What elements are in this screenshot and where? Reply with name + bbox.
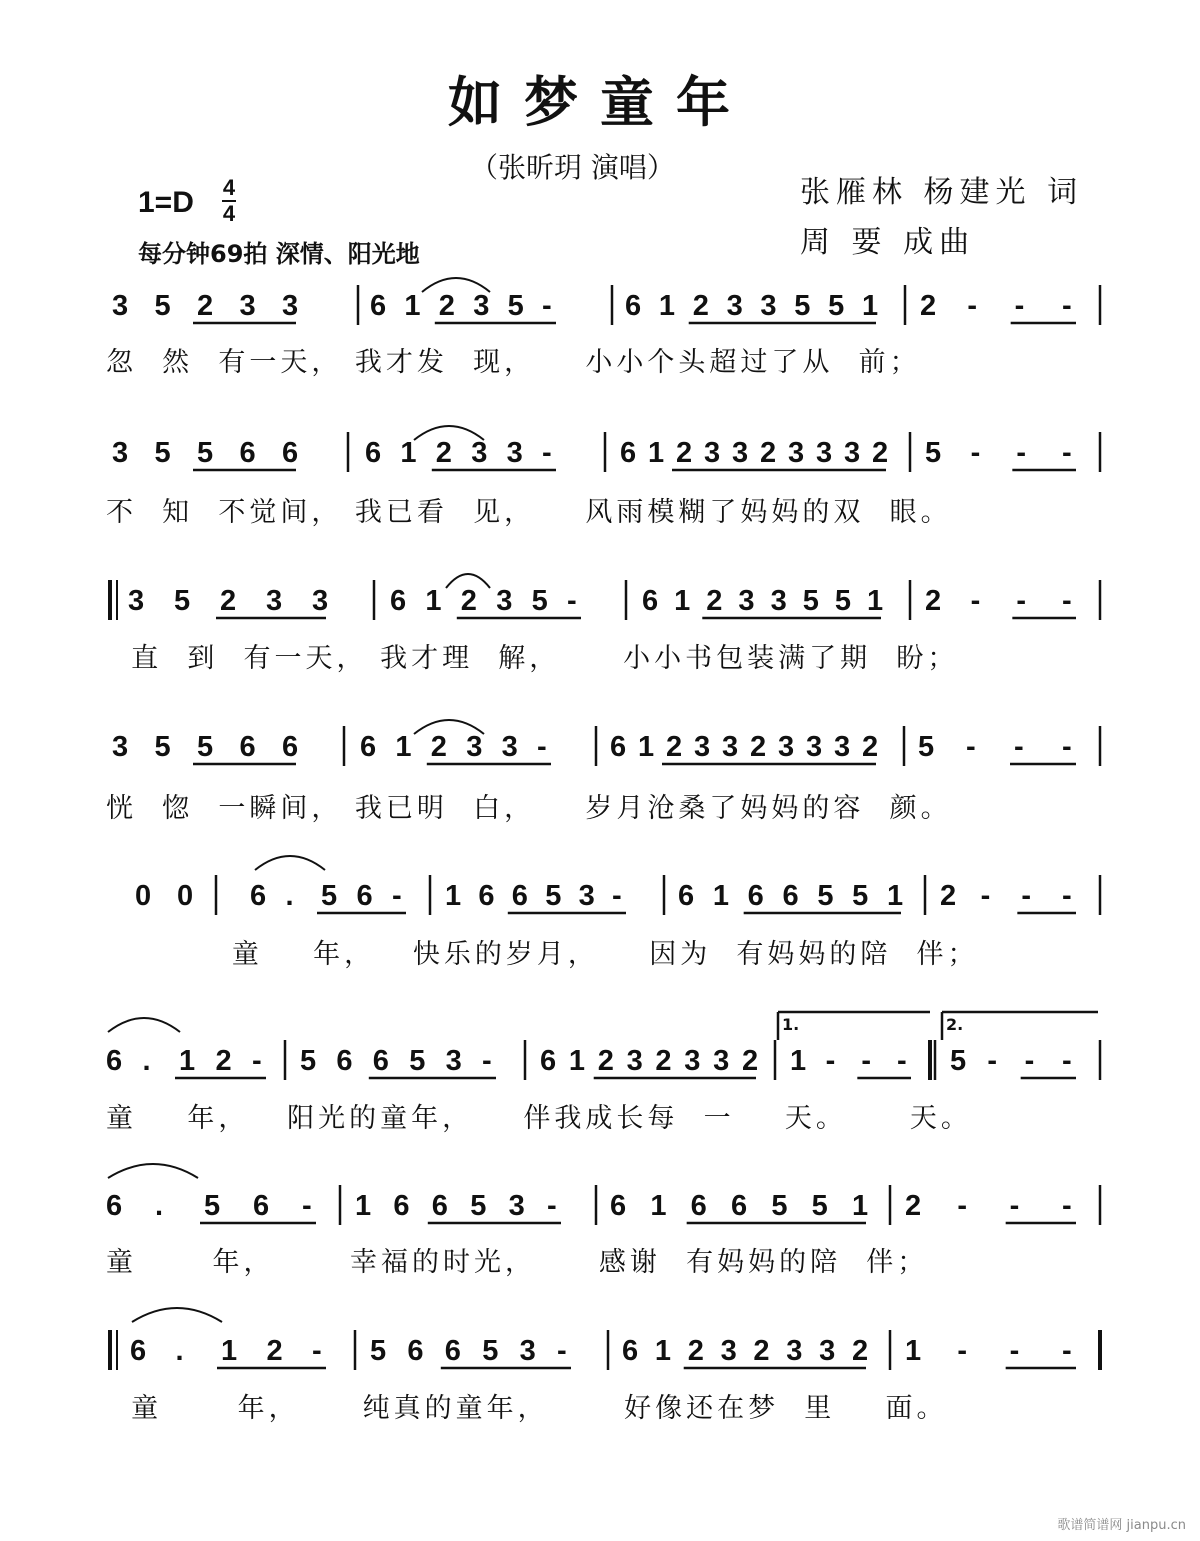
note: - <box>825 1045 836 1077</box>
note: 2 <box>666 731 683 763</box>
note: 3 <box>112 731 129 763</box>
note: 2 <box>687 1335 704 1367</box>
note: - <box>537 731 547 763</box>
note: 2 <box>750 731 767 763</box>
note: 6 <box>356 880 373 912</box>
note: - <box>1024 1045 1035 1077</box>
note: 5 <box>409 1045 426 1077</box>
note: - <box>967 290 978 322</box>
note: 6 <box>372 1045 389 1077</box>
note: 6 <box>782 880 799 912</box>
note: - <box>547 1190 557 1222</box>
note: 6 <box>393 1190 410 1222</box>
note: 3 <box>844 437 861 469</box>
note: 1 <box>862 290 879 322</box>
note: 5 <box>300 1045 317 1077</box>
note: - <box>970 437 981 469</box>
note: 6 <box>620 437 637 469</box>
note: 1 <box>395 731 412 763</box>
note: 3 <box>112 290 129 322</box>
note: . <box>142 1045 151 1077</box>
note: 6 <box>678 880 695 912</box>
note: 6 <box>747 880 764 912</box>
lyric-line-4: 恍 惚 一瞬间， 我已明 白， 岁月沧桑了妈妈的容 颜。 <box>106 793 952 824</box>
note: 5 <box>370 1335 387 1367</box>
note: 3 <box>445 1045 462 1077</box>
note: 3 <box>786 1335 803 1367</box>
note: 3 <box>473 290 490 322</box>
note: 1 <box>400 437 417 469</box>
watermark: 歌谱简谱网 jianpu.cn <box>1057 1518 1186 1533</box>
note: - <box>252 1045 262 1077</box>
note: - <box>957 1190 968 1222</box>
note: 2 <box>438 290 455 322</box>
note: - <box>612 880 622 912</box>
note: 0 <box>177 880 194 912</box>
note: 6 <box>690 1190 707 1222</box>
note: - <box>1062 880 1072 912</box>
note: 5 <box>470 1190 487 1222</box>
note: 5 <box>811 1190 828 1222</box>
note: 2 <box>760 437 777 469</box>
note: 6 <box>130 1335 147 1367</box>
note: 2 <box>905 1190 922 1222</box>
note: 3 <box>720 1335 737 1367</box>
note: - <box>1062 731 1072 763</box>
note: - <box>1014 731 1024 763</box>
note: 5 <box>771 1190 788 1222</box>
note: . <box>155 1190 164 1222</box>
note: 5 <box>204 1190 221 1222</box>
note: 3 <box>816 437 833 469</box>
note: 1 <box>867 585 884 617</box>
note: 2 <box>706 585 723 617</box>
note: 3 <box>128 585 145 617</box>
note: 1 <box>568 1045 585 1077</box>
note: 3 <box>508 1190 525 1222</box>
note: 2 <box>676 437 693 469</box>
note: 6 <box>370 290 387 322</box>
note: - <box>557 1335 567 1367</box>
note: 3 <box>471 437 488 469</box>
note: 6 <box>282 731 299 763</box>
note: 3 <box>704 437 721 469</box>
note: 6 <box>360 731 377 763</box>
note: 1 <box>638 731 655 763</box>
note: - <box>1062 290 1072 322</box>
note: 6 <box>407 1335 424 1367</box>
note: 2 <box>430 731 447 763</box>
note: 2 <box>862 731 879 763</box>
note: 5 <box>925 437 942 469</box>
note: 6 <box>610 731 627 763</box>
note: 6 <box>444 1335 461 1367</box>
note: 5 <box>794 290 811 322</box>
note: - <box>392 880 402 912</box>
note: 3 <box>778 731 795 763</box>
note: 3 <box>732 437 749 469</box>
note: 1 <box>887 880 904 912</box>
note: 2 <box>435 437 452 469</box>
tempo-marking: 每分钟69拍 深情、阳光地 <box>138 240 420 268</box>
note: 3 <box>112 437 129 469</box>
note: 5 <box>321 880 338 912</box>
note: - <box>1009 1335 1020 1367</box>
note: 5 <box>852 880 869 912</box>
note: . <box>175 1335 184 1367</box>
note: 3 <box>713 1045 730 1077</box>
note: 5 <box>918 731 935 763</box>
note: 1 <box>712 880 729 912</box>
note: 3 <box>266 585 283 617</box>
note: 3 <box>282 290 299 322</box>
note: 1 <box>654 1335 671 1367</box>
note: - <box>1014 290 1025 322</box>
note: 1 <box>648 437 665 469</box>
note: 2 <box>742 1045 759 1077</box>
note: 1 <box>404 290 421 322</box>
note: - <box>1062 1190 1072 1222</box>
note: 2 <box>872 437 889 469</box>
note: 6 <box>642 585 659 617</box>
note: 3 <box>834 731 851 763</box>
note: 5 <box>174 585 191 617</box>
note: 5 <box>154 437 171 469</box>
note: 6 <box>431 1190 448 1222</box>
note: 2 <box>920 290 937 322</box>
note: 3 <box>770 585 787 617</box>
note: 3 <box>819 1335 836 1367</box>
note: 5 <box>507 290 524 322</box>
note: 5 <box>154 290 171 322</box>
note: 5 <box>828 290 845 322</box>
note: 3 <box>726 290 743 322</box>
tie-slur <box>108 1164 198 1178</box>
note: 6 <box>540 1045 557 1077</box>
note: - <box>542 290 552 322</box>
note: 1 <box>355 1190 372 1222</box>
note: 1 <box>179 1045 196 1077</box>
note: - <box>861 1045 872 1077</box>
note: 5 <box>834 585 851 617</box>
note: - <box>1009 1190 1020 1222</box>
note: 2 <box>655 1045 672 1077</box>
note: 5 <box>817 880 834 912</box>
note: 5 <box>482 1335 499 1367</box>
note: - <box>970 585 981 617</box>
time-signature-bottom: 4 <box>222 201 236 226</box>
note: 6 <box>253 1190 270 1222</box>
note: - <box>1016 585 1027 617</box>
time-signature-top: 4 <box>222 175 236 200</box>
lyric-line-8: 童 年， 纯真的童年， 好像还在梦 里 面。 <box>106 1393 948 1424</box>
composer-credit: 周 要 成曲 <box>800 225 976 260</box>
note: 6 <box>625 290 642 322</box>
note: - <box>1062 585 1072 617</box>
tie-slur <box>255 856 325 870</box>
note: 6 <box>478 880 495 912</box>
note: 3 <box>578 880 595 912</box>
note: 3 <box>506 437 523 469</box>
note: 3 <box>738 585 755 617</box>
lyric-line-5: 童 年， 快乐的岁月， 因为 有妈妈的陪 伴； <box>106 939 979 970</box>
note: 2 <box>925 585 942 617</box>
note: - <box>980 880 991 912</box>
note: 1 <box>425 585 442 617</box>
note: 1 <box>905 1335 922 1367</box>
key-signature: 1=D <box>138 186 194 219</box>
note: - <box>966 731 976 763</box>
note: 2 <box>852 1335 869 1367</box>
tie-slur <box>108 1018 180 1032</box>
note: 3 <box>722 731 739 763</box>
note: 6 <box>106 1045 123 1077</box>
note: 1 <box>650 1190 667 1222</box>
lyricist-credit: 张雁林 杨建光 词 <box>800 175 1084 210</box>
note: 3 <box>496 585 513 617</box>
note: - <box>312 1335 322 1367</box>
lyric-line-6: 童 年， 阳光的童年， 伴我成长每 一 天。 天。 <box>106 1103 972 1134</box>
note: 2 <box>220 585 237 617</box>
note: 5 <box>154 731 171 763</box>
note: 3 <box>519 1335 536 1367</box>
note: 6 <box>250 880 267 912</box>
singer-credit: （张昕玥 演唱） <box>470 151 675 184</box>
note: - <box>897 1045 907 1077</box>
note: 2 <box>692 290 709 322</box>
volta-2-label: 2. <box>946 1015 964 1034</box>
note: 5 <box>545 880 562 912</box>
note: - <box>987 1045 998 1077</box>
note: - <box>957 1335 968 1367</box>
note: 3 <box>760 290 777 322</box>
note: 6 <box>239 437 256 469</box>
note: 6 <box>106 1190 123 1222</box>
note: - <box>1021 880 1032 912</box>
note: - <box>302 1190 312 1222</box>
note: 6 <box>336 1045 353 1077</box>
note: 1 <box>445 880 462 912</box>
note: 2 <box>197 290 214 322</box>
note: 6 <box>365 437 382 469</box>
note: 3 <box>501 731 518 763</box>
note: - <box>542 437 552 469</box>
note: 3 <box>684 1045 701 1077</box>
note: 5 <box>802 585 819 617</box>
note: 2 <box>460 585 477 617</box>
note: 0 <box>135 880 152 912</box>
note: 6 <box>610 1190 627 1222</box>
note: 5 <box>197 731 214 763</box>
note: - <box>567 585 577 617</box>
note: 3 <box>626 1045 643 1077</box>
lyric-line-1: 忽 然 有一天， 我才发 现， 小小个头超过了从 前； <box>106 347 921 378</box>
note: 2 <box>597 1045 614 1077</box>
song-title: 如梦童年 <box>448 70 752 134</box>
note: - <box>482 1045 492 1077</box>
note: - <box>1062 437 1072 469</box>
note: 6 <box>390 585 407 617</box>
lyric-line-2: 不 知 不觉间， 我已看 见， 风雨模糊了妈妈的双 眼。 <box>106 497 952 528</box>
note: 6 <box>511 880 528 912</box>
note: 2 <box>940 880 957 912</box>
note: 6 <box>282 437 299 469</box>
note: 5 <box>531 585 548 617</box>
note: . <box>285 880 294 912</box>
note: 5 <box>950 1045 967 1077</box>
note: 2 <box>266 1335 283 1367</box>
note: 2 <box>215 1045 232 1077</box>
note: 3 <box>788 437 805 469</box>
note: 1 <box>852 1190 869 1222</box>
note: 1 <box>221 1335 238 1367</box>
note: 3 <box>466 731 483 763</box>
volta-1-label: 1. <box>782 1015 800 1034</box>
note: - <box>1062 1045 1072 1077</box>
lyric-line-7: 童 年， 幸福的时光， 感谢 有妈妈的陪 伴； <box>106 1247 929 1278</box>
note: 1 <box>790 1045 807 1077</box>
note: 6 <box>622 1335 639 1367</box>
tie-slur <box>132 1308 222 1322</box>
note: - <box>1062 1335 1072 1367</box>
note: 3 <box>312 585 329 617</box>
note: 5 <box>197 437 214 469</box>
note: 3 <box>239 290 256 322</box>
note: 6 <box>239 731 256 763</box>
note: 2 <box>753 1335 770 1367</box>
note: 6 <box>731 1190 748 1222</box>
lyric-line-3: 直 到 有一天， 我才理 解， 小小书包装满了期 盼； <box>106 643 959 674</box>
note: - <box>1016 437 1027 469</box>
note: 1 <box>674 585 691 617</box>
note: 1 <box>658 290 675 322</box>
note: 3 <box>806 731 823 763</box>
note: 3 <box>694 731 711 763</box>
